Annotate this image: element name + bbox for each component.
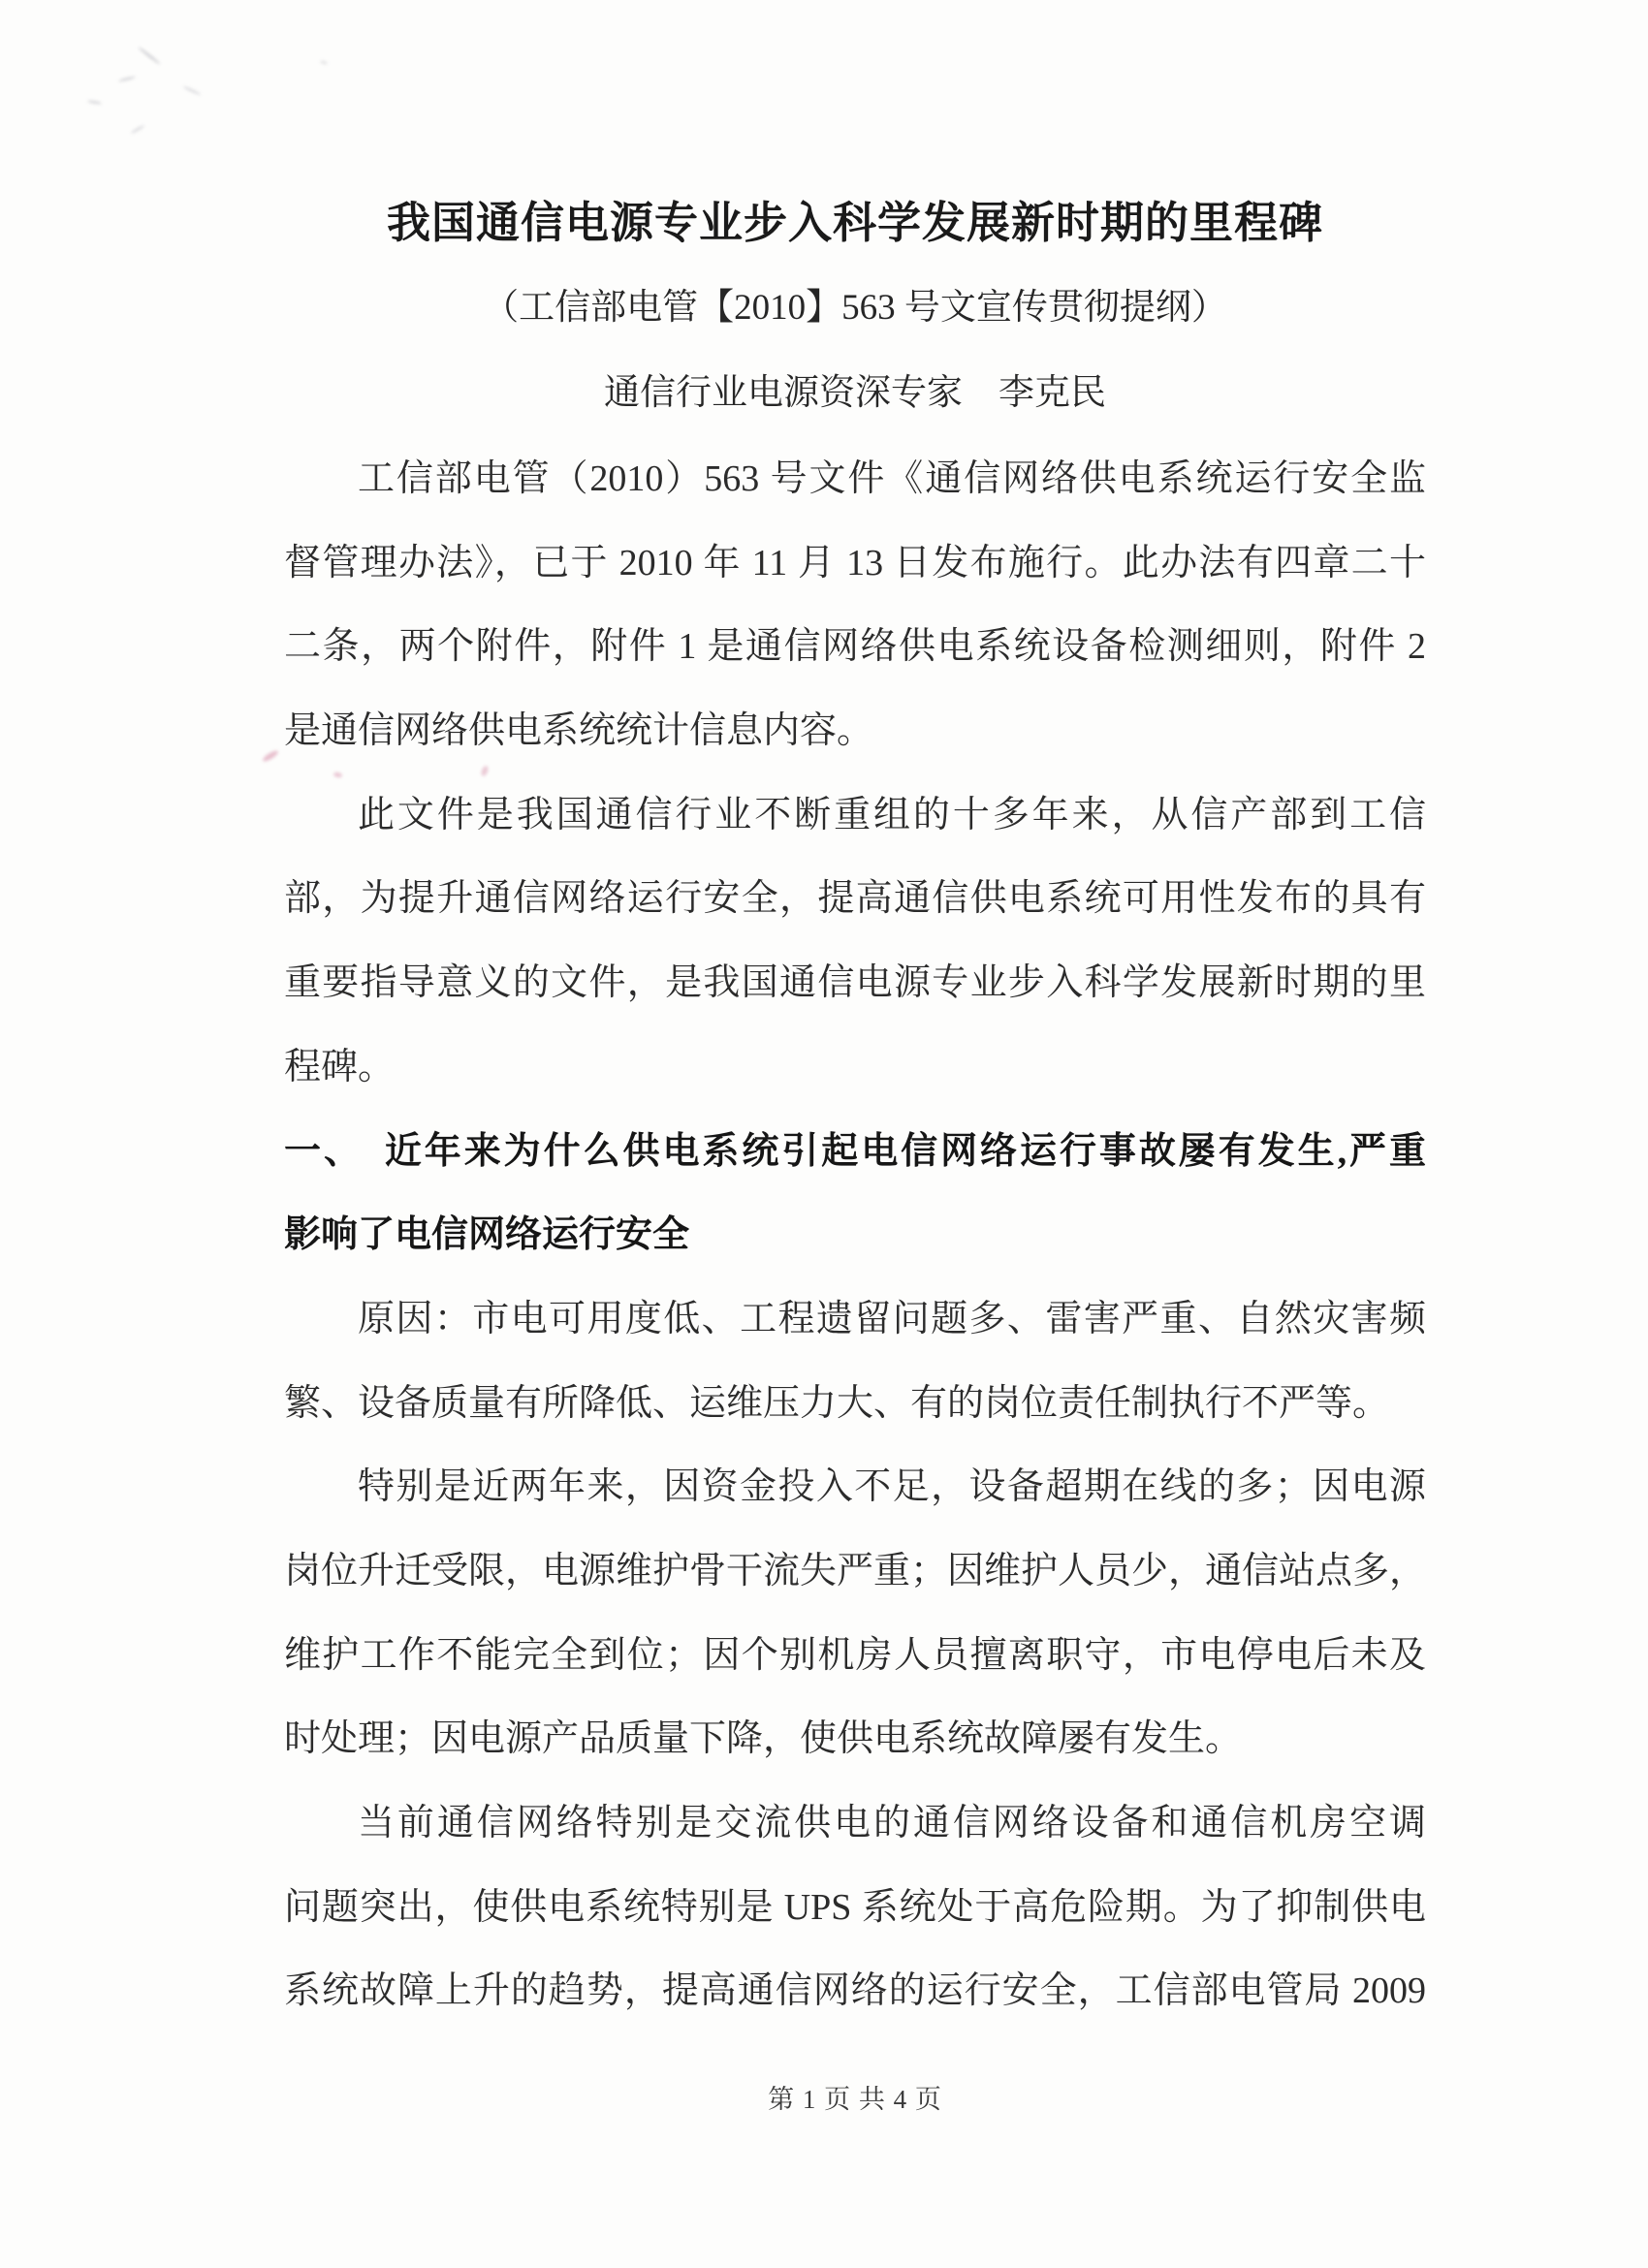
scan-smudge — [118, 76, 136, 82]
paragraph-line: 重要指导意义的文件，是我国通信电源专业步入科学发展新时期的里 — [284, 962, 1426, 1004]
page-number: 第 1 页 共 4 页 — [768, 2085, 942, 2114]
section-heading-line: 一、 近年来为什么供电系统引起电信网络运行事故屡有发生,严重 — [284, 1130, 1426, 1172]
paragraph-line: 工信部电管（2010）563 号文件《通信网络供电系统运行安全监 — [358, 458, 1426, 499]
paragraph-line: 二条，两个附件，附件 1 是通信网络供电系统设备检测细则，附件 2 — [284, 626, 1426, 668]
document-body — [284, 437, 1426, 2033]
scan-smudge — [182, 85, 201, 96]
paragraph-line: 督管理办法》，已于 2010 年 11 月 13 日发布施行。此办法有四章二十 — [284, 542, 1426, 583]
scan-smudge — [262, 749, 279, 764]
document-subtitle: （工信部电管【2010】563 号文宣传贯彻提纲） — [483, 288, 1227, 328]
paragraph-line: 是通信网络供电系统统计信息内容。 — [284, 710, 874, 752]
paragraph-line: 程碑。 — [284, 1046, 396, 1087]
section-heading-line: 影响了电信网络运行安全 — [284, 1214, 690, 1256]
paragraph-line: 时处理；因电源产品质量下降，使供电系统故障屡有发生。 — [284, 1718, 1243, 1760]
paragraph-line: 特别是近两年来，因资金投入不足，设备超期在线的多；因电源 — [358, 1466, 1426, 1508]
paragraph-line: 岗位升迁受限，电源维护骨干流失严重；因维护人员少，通信站点多， — [284, 1550, 1427, 1591]
scan-smudge — [320, 60, 329, 65]
scan-smudge — [130, 124, 144, 135]
scan-smudge — [87, 100, 102, 106]
document-byline: 通信行业电源资深专家 李克民 — [604, 373, 1106, 413]
paragraph-line: 当前通信网络特别是交流供电的通信网络设备和通信机房空调 — [358, 1803, 1426, 1843]
scan-smudge — [138, 47, 161, 66]
paragraph-line: 此文件是我国通信行业不断重组的十多年来，从信产部到工信 — [358, 794, 1426, 835]
paragraph-line: 繁、设备质量有所降低、运维压力大、有的岗位责任制执行不严等。 — [284, 1382, 1390, 1424]
paragraph-line: 维护工作不能完全到位；因个别机房人员擅离职守，市电停电后未及 — [284, 1634, 1426, 1676]
paragraph-line: 问题突出，使供电系统特别是 UPS 系统处于高危险期。为了抑制供电 — [284, 1886, 1426, 1928]
document-title: 我国通信电源专业步入科学发展新时期的里程碑 — [386, 199, 1323, 247]
paragraph-line: 原因：市电可用度低、工程遗留问题多、雷害严重、自然灾害频 — [358, 1298, 1426, 1339]
paragraph-line: 部，为提升通信网络运行安全，提高通信供电系统可用性发布的具有 — [284, 878, 1426, 920]
paragraph-line: 系统故障上升的趋势，提高通信网络的运行安全，工信部电管局 2009 — [284, 1970, 1426, 2012]
